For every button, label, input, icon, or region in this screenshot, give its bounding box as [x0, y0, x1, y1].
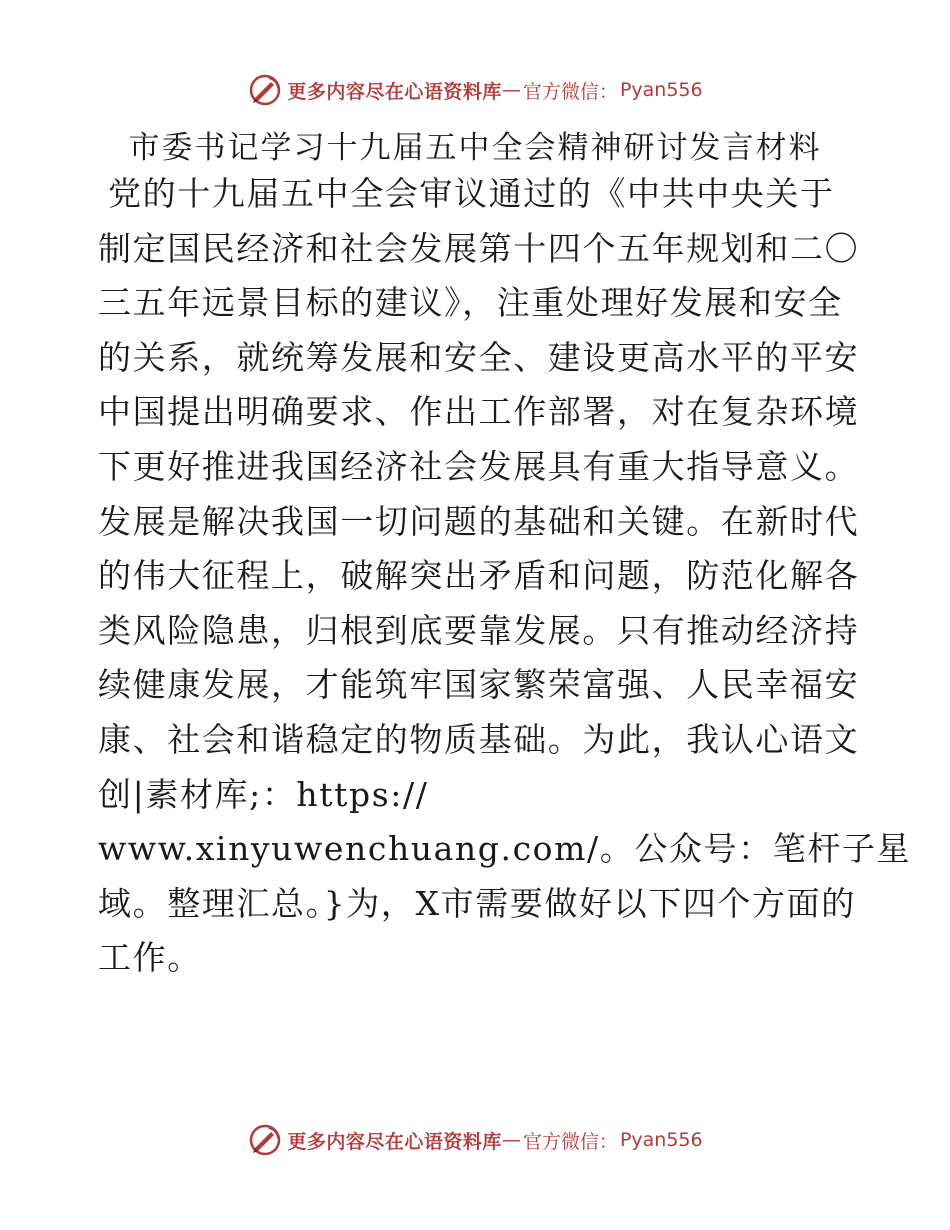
pen-in-circle-icon — [247, 1122, 283, 1158]
body-line: 康、社会和谐稳定的物质基础。为此，我认心语文 — [98, 719, 860, 759]
body-line: 续健康发展，才能筑牢国家繁荣富强、人民幸福安 — [98, 665, 860, 705]
body-line: 创|素材库;：https:// — [98, 774, 429, 814]
banner-main-text: 更多内容尽在心语资料库 — [287, 1130, 502, 1153]
body-line: www.xinyuwenchuang.com/。公众号：笔杆子星 — [98, 829, 912, 869]
body-line: 域。整理汇总。}为，X市需要做好以下四个方面的 — [98, 883, 856, 923]
body-line: 发展是解决我国一切问题的基础和关键。在新时代 — [98, 501, 860, 541]
banner-wechat-id: Pyan556 — [619, 1129, 703, 1151]
body-line: 三五年远景目标的建议》，注重处理好发展和安全 — [98, 283, 843, 323]
banner-dash: — — [501, 79, 521, 101]
pen-in-circle-icon — [247, 72, 283, 108]
banner-wechat-id: Pyan556 — [619, 79, 703, 101]
body-line: 党的十九届五中全会审议通过的《中共中央关于 — [108, 174, 835, 213]
body-line: 的关系，就统筹发展和安全、建设更高水平的平安 — [98, 337, 860, 377]
banner-dash: — — [501, 1129, 521, 1151]
banner-main-text: 更多内容尽在心语资料库 — [287, 80, 502, 103]
banner-wechat-label: 官方微信： — [522, 1130, 618, 1153]
body-line: 类风险隐患，归根到底要靠发展。只有推动经济持 — [98, 610, 860, 650]
body-line: 下更好推进我国经济社会发展具有重大指导意义。 — [98, 446, 860, 486]
body-line: 中国提出明确要求、作出工作部署，对在复杂环境 — [98, 392, 860, 432]
body-line: 制定国民经济和社会发展第十四个五年规划和二〇 — [98, 228, 860, 268]
document-body — [98, 167, 912, 986]
header-banner — [0, 70, 950, 110]
body-line: 的伟大征程上，破解突出矛盾和问题，防范化解各 — [98, 556, 860, 596]
banner-wechat-label: 官方微信： — [522, 80, 618, 103]
body-line: 工作。 — [98, 938, 202, 978]
footer-banner — [0, 1120, 950, 1160]
document-title: 市委书记学习十九届五中全会精神研讨发言材料 — [128, 130, 822, 166]
